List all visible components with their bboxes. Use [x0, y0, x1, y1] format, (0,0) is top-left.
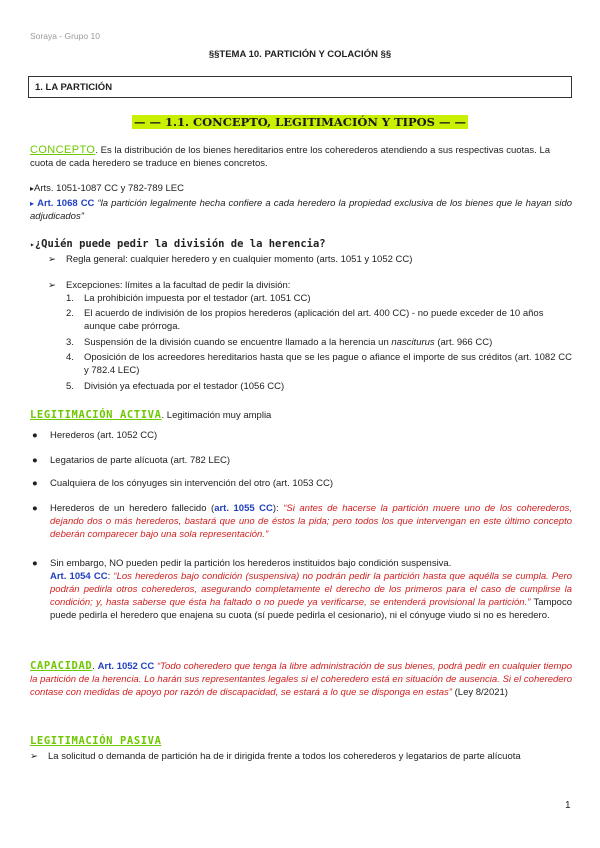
item-number: 3. [66, 337, 74, 348]
arrow-icon: ➢ [48, 254, 56, 265]
arrow-icon: ➢ [30, 751, 38, 762]
capacidad-tail: (Ley 8/2021) [451, 687, 508, 698]
concepto-label: CONCEPTO [30, 144, 96, 156]
legitimacion-pasiva-label: LEGITIMACIÓN PASIVA [30, 735, 162, 747]
bullet-icon: ● [32, 478, 38, 489]
item-number: 4. [66, 352, 74, 363]
item-number: 5. [66, 381, 74, 392]
list-item [30, 429, 572, 442]
b4-pre: Herederos de un heredero fallecido ( [50, 503, 215, 514]
item-number: 2. [66, 308, 74, 319]
item-text-italic: nasciturus [391, 337, 435, 348]
legitimacion-activa-text: . Legitimación muy amplia [161, 410, 272, 421]
list-item-text: Legatarios de parte alícuota (art. 782 LEC) [50, 455, 231, 466]
item-text: Oposición de los acreedores hereditarios hasta que se les pague o afiance el importe de sus créditos (art. 1082 CC y 782.4 LEC) [84, 352, 572, 376]
page-header: Soraya - Grupo 10 [30, 31, 100, 41]
legitimacion-pasiva-item [30, 750, 572, 763]
concepto-paragraph [30, 144, 572, 170]
excepcion-item [66, 336, 572, 349]
question-text: ¿Quién puede pedir la división de la herencia? [34, 238, 326, 250]
list-item [30, 557, 572, 622]
document-title: §§TEMA 10. PARTICIÓN Y COLACIÓN §§ [208, 49, 392, 60]
concepto-text: . Es la distribución de los bienes hereditarios entre los coherederos atendiendo a sus respectivas cuotas. La cuota de cada heredero se traduce en bienes concretos. [30, 145, 551, 169]
triangle-bullet-icon: ▸ [30, 199, 35, 208]
excepciones-item [48, 279, 568, 292]
item-text [84, 336, 572, 349]
question-heading [30, 238, 326, 250]
list-item-text [50, 557, 572, 622]
arts-text: Arts. 1051-1087 CC y 782-789 LEC [34, 183, 184, 194]
item-text-b: (art. 966 CC) [434, 337, 493, 348]
capacidad-dot: . [92, 661, 98, 672]
item-text: División ya efectuada por el testador (1056 CC) [84, 381, 285, 392]
excepciones-intro: Excepciones: límites a la facultad de pedir la división: [66, 280, 291, 291]
section-heading: 1. LA PARTICIÓN [35, 82, 113, 93]
capacidad-paragraph [30, 660, 572, 699]
triangle-bullet-icon: ▸ [30, 184, 35, 193]
item-text-a: Suspensión de la división cuando se encuentre llamado a la herencia un [84, 337, 392, 348]
item-text: La prohibición impuesta por el testador (art. 1051 CC) [84, 293, 311, 304]
regla-general-item [48, 253, 568, 266]
subsection-title: — — 1.1. CONCEPTO, LEGITIMACIÓN Y TIPOS — — [133, 115, 466, 129]
b5-colon: : [107, 571, 114, 582]
art1052-quote: “Todo coheredero que tenga la libre administración de sus bienes, podrá pedir en cualquier tiempo la partición de la herencia. Lo harán sus representantes legales si el coheredero está en situación de ausencia. Si el coheredero contase con medidas de apoyo por razón de discapacidad, se estará a lo que se disponga en estas” [30, 661, 573, 698]
section-heading-box [28, 76, 572, 98]
legitimacion-pasiva-text: La solicitud o demanda de partición ha de ir dirigida frente a todos los coherederos y legatarios de parte alícuota [48, 751, 521, 762]
excepcion-item [66, 380, 572, 393]
bullet-icon: ● [32, 503, 38, 514]
art1054-quote: “Los herederos bajo condición (suspensiva) no podrán pedir la partición hasta que aquélla se cumpla. Pero podrán pedirla otros coherederos, asegurando completamente el derecho de los primeros para el caso de cumplirse la condición; y, hasta saberse que ésta ha faltado o no puede ya verificarse, se entenderá provisional la partición.” [50, 571, 572, 608]
legitimacion-activa-heading [30, 409, 572, 422]
excepcion-item [66, 292, 572, 305]
art1055-ref: art. 1055 CC [214, 503, 273, 514]
bullet-icon: ● [32, 455, 38, 466]
art1055-quote: “Si antes de hacerse la partición muere uno de los coherederos, dejando dos o más herederos, bastará que uno de éstos la pida; pero todos los que intervengan en este último concepto deberán comparecer bajo una sola representación.” [50, 503, 572, 540]
arrow-icon: ➢ [48, 280, 56, 291]
legitimacion-pasiva-heading [30, 735, 572, 748]
art1068-ref: Art. 1068 CC [37, 198, 95, 209]
triangle-bullet-icon: ▸ [30, 240, 35, 249]
bullet-icon: ● [32, 430, 38, 441]
regla-general-text: Regla general: cualquier heredero y en cualquier momento (arts. 1051 y 1052 CC) [66, 254, 413, 265]
capacidad-label: CAPACIDAD [30, 660, 93, 672]
b5-tail: Tampoco puede pedirla el heredero que enajena su cuota (sí puede pedirla el cesionario), ni el cónyuge viudo si no es heredero. [50, 597, 572, 621]
excepcion-item [66, 307, 572, 333]
page-number: 1 [565, 800, 571, 811]
item-number: 1. [66, 293, 74, 304]
excepcion-item [66, 351, 572, 377]
art1054-ref: Art. 1054 CC [50, 571, 108, 582]
arts-line [30, 182, 572, 195]
list-item-text [50, 502, 572, 541]
art1068-quote: “la partición legalmente hecha confiere a cada heredero la propiedad exclusiva de los bienes que le hayan sido adjudicados” [30, 198, 573, 222]
list-item [30, 502, 572, 541]
subsection-banner [0, 115, 600, 129]
list-item-text: Cualquiera de los cónyuges sin intervención del otro (art. 1053 CC) [50, 478, 334, 489]
art1052-ref: Art. 1052 CC [97, 661, 155, 672]
bullet-icon: ● [32, 558, 38, 569]
b5-text: Sin embargo, NO pueden pedir la partición los herederos instituidos bajo condición suspensiva. [50, 558, 452, 569]
list-item [30, 477, 572, 490]
b4-mid: ): [272, 503, 284, 514]
art1068-paragraph [30, 197, 572, 223]
list-item-text: Herederos (art. 1052 CC) [50, 430, 158, 441]
list-item [30, 454, 572, 467]
legitimacion-activa-label: LEGITIMACIÓN ACTIVA [30, 409, 162, 421]
item-text: El acuerdo de indivisión de los propios herederos (aplicación del art. 400 CC) - no puede exceder de 10 años aunque cabe prórroga. [84, 308, 544, 332]
